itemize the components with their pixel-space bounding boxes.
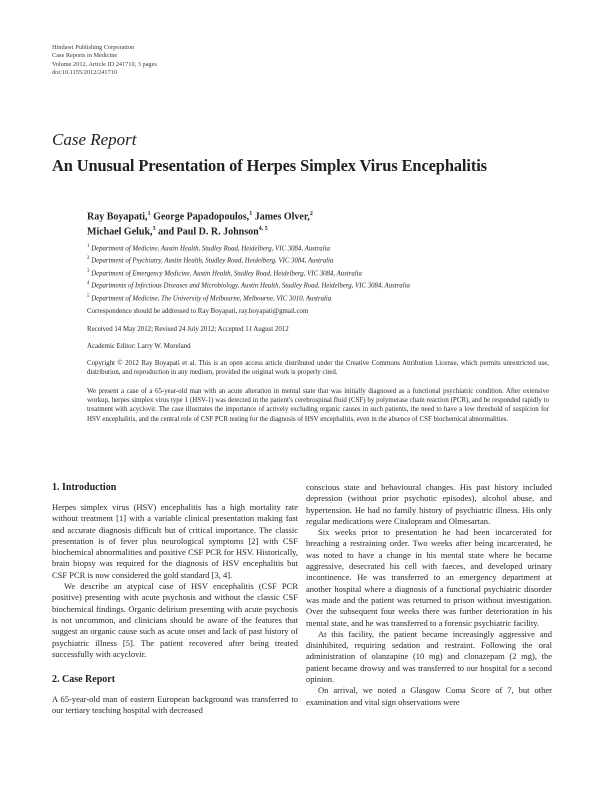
- copyright-notice: Copyright © 2012 Ray Boyapati et al. This is an open access article distributed under the Creative Commons Attribution License, which permits unrestricted use, distribution, and reproduction in any medium, provided the original work is properly cited.: [87, 360, 549, 377]
- author-name: George Papadopoulos,: [150, 211, 250, 223]
- affiliation: $^5$ Department of Medicine, The University of Melbourne, Melbourne, VIC 3010, Australia: [87, 293, 332, 303]
- masthead: [52, 44, 157, 77]
- body-column-left: [52, 482, 298, 717]
- paragraph: Six weeks prior to presentation he had been incarcerated for breaching a restraining order. Two weeks after being incarcerated, he was noted to have a change in his mental state where he became aggressive, desecrated his cell with faeces, and developed urinary incontinence. He was transferred to an emergency department at another hospital where a diagnosis of a functional psychiatric disorder was made and the patient was returned to prison without investigation. Over the subsequent four weeks there was further deterioration in his mental state, and he was transferred to a forensic psychiatric facility.: [306, 527, 552, 628]
- publisher: Hindawi Publishing Corporation: [52, 44, 135, 51]
- affiliation: $^4$ Departments of Infectious Diseases and Microbiology, Austin Health, Studley Road, Heidelberg, VIC 3084, Australia: [87, 281, 410, 290]
- body-column-right: [306, 482, 552, 708]
- section-heading-introduction: 1. Introduction: [52, 482, 117, 493]
- author-affiliation-marker: 1: [249, 211, 253, 217]
- affiliation-list: [87, 242, 549, 304]
- paragraph: At this facility, the patient became increasingly aggressive and disinhibited, requiring sedation and restraint. Following the oral administration of olanzapine (10 mg) and clonazepam (2 mg), the patient became drowsy and was transferred to our hospital for a second opinion.: [306, 628, 552, 685]
- author-name: Michael Geluk,: [87, 226, 153, 238]
- author-affiliation-marker: 4, 5: [258, 226, 268, 233]
- author-line-2: [87, 223, 549, 238]
- author-list: [87, 208, 549, 239]
- paragraph: A 65-year-old man of eastern European background was transferred to our tertiary teaching hospital with decreased: [52, 694, 298, 716]
- author-affiliation-marker: 3: [152, 226, 156, 233]
- article-category: Case Report: [52, 130, 137, 149]
- abstract: We present a case of a 65-year-old man with an acute alteration in mental state that was initially diagnosed as a functional psychiatric condition. After extensive workup, herpes simplex virus type 1 (HSV-1) was detected in the patient's cerebrospinal fluid (CSF) by polymerase chain reaction (PCR), and he responded rapidly to treatment with acyclovir. The case illustrates the importance of actively excluding organic causes in such patients, the need to have a low threshold of suspicion for HSV encephalitis, and the central role of CSF PCR testing for the diagnosis of HSV encephalitis, even in the absence of CSF biochemical abnormalities.: [87, 388, 549, 423]
- author-affiliation-marker: 1: [147, 211, 151, 217]
- author-name: and Paul D. R. Johnson: [155, 226, 259, 238]
- author-name: Ray Boyapati,: [87, 211, 148, 223]
- section-heading-case-report: 2. Case Report: [52, 674, 116, 686]
- affiliation: $^1$ Department of Medicine, Austin Health, Studley Road, Heidelberg, VIC 3084, Australia: [87, 244, 330, 253]
- correspondence-note: Correspondence should be addressed to Ray Boyapati, ray.boyapati@gmail.com: [87, 308, 309, 315]
- author-name: James Olver,: [252, 211, 310, 223]
- article-dates: Received 14 May 2012; Revised 24 July 2012; Accepted 11 August 2012: [87, 326, 289, 333]
- affiliation: $^3$ Department of Emergency Medicine, Austin Health, Studley Road, Heidelberg, VIC 3084, Australia: [87, 268, 362, 278]
- author-affiliation-marker: 2: [309, 211, 313, 217]
- journal-name: Case Reports in Medicine: [52, 52, 118, 60]
- paragraph: conscious state and behavioural changes. His past history included depression (without prior psychotic episodes), alcohol abuse, and hypertension. He had no family history of psychiatric illness. His only regular medications were Citalopram and Olmesartan.: [306, 482, 552, 526]
- affiliation: $^2$ Department of Psychiatry, Austin Health, Studley Road, Heidelberg, VIC 3084, Australia: [87, 256, 334, 265]
- academic-editor: Academic Editor: Larry W. Moreland: [87, 343, 191, 350]
- article-title: An Unusual Presentation of Herpes Simplex Virus Encephalitis: [52, 156, 487, 175]
- paragraph: On arrival, we noted a Glasgow Coma Score of 7, but other examination and vital sign observations were: [306, 685, 552, 707]
- volume-info: Volume 2012, Article ID 241710, 3 pages: [52, 60, 157, 68]
- paragraph: Herpes simplex virus (HSV) encephalitis has a high mortality rate without treatment [1] with a variable clinical presentation making fast and accurate diagnosis difficult but of critical importance. The classic presentation is of fever plus neurological symptoms [2] with CSF biochemical abnormalities and positive CSF PCR for HSV. Historically, brain biopsy was required for the diagnosis of HSV encephalitis but CSF PCR is now considered the gold standard [3, 4].: [52, 502, 298, 580]
- author-line-1: [87, 208, 549, 223]
- paragraph: We describe an atypical case of HSV encephalitis (CSF PCR positive) presenting with acute psychosis and without the classic CSF biochemical findings. Organic delirium presenting with acute psychosis is not uncommon, and clinicians should be aware of the features that suggest an organic cause such as acute onset and lack of past history of psychiatric illness [5]. The patient recovered after being treated successfully with acyclovir.: [52, 581, 298, 659]
- doi: doi:10.1155/2012/241710: [52, 68, 118, 76]
